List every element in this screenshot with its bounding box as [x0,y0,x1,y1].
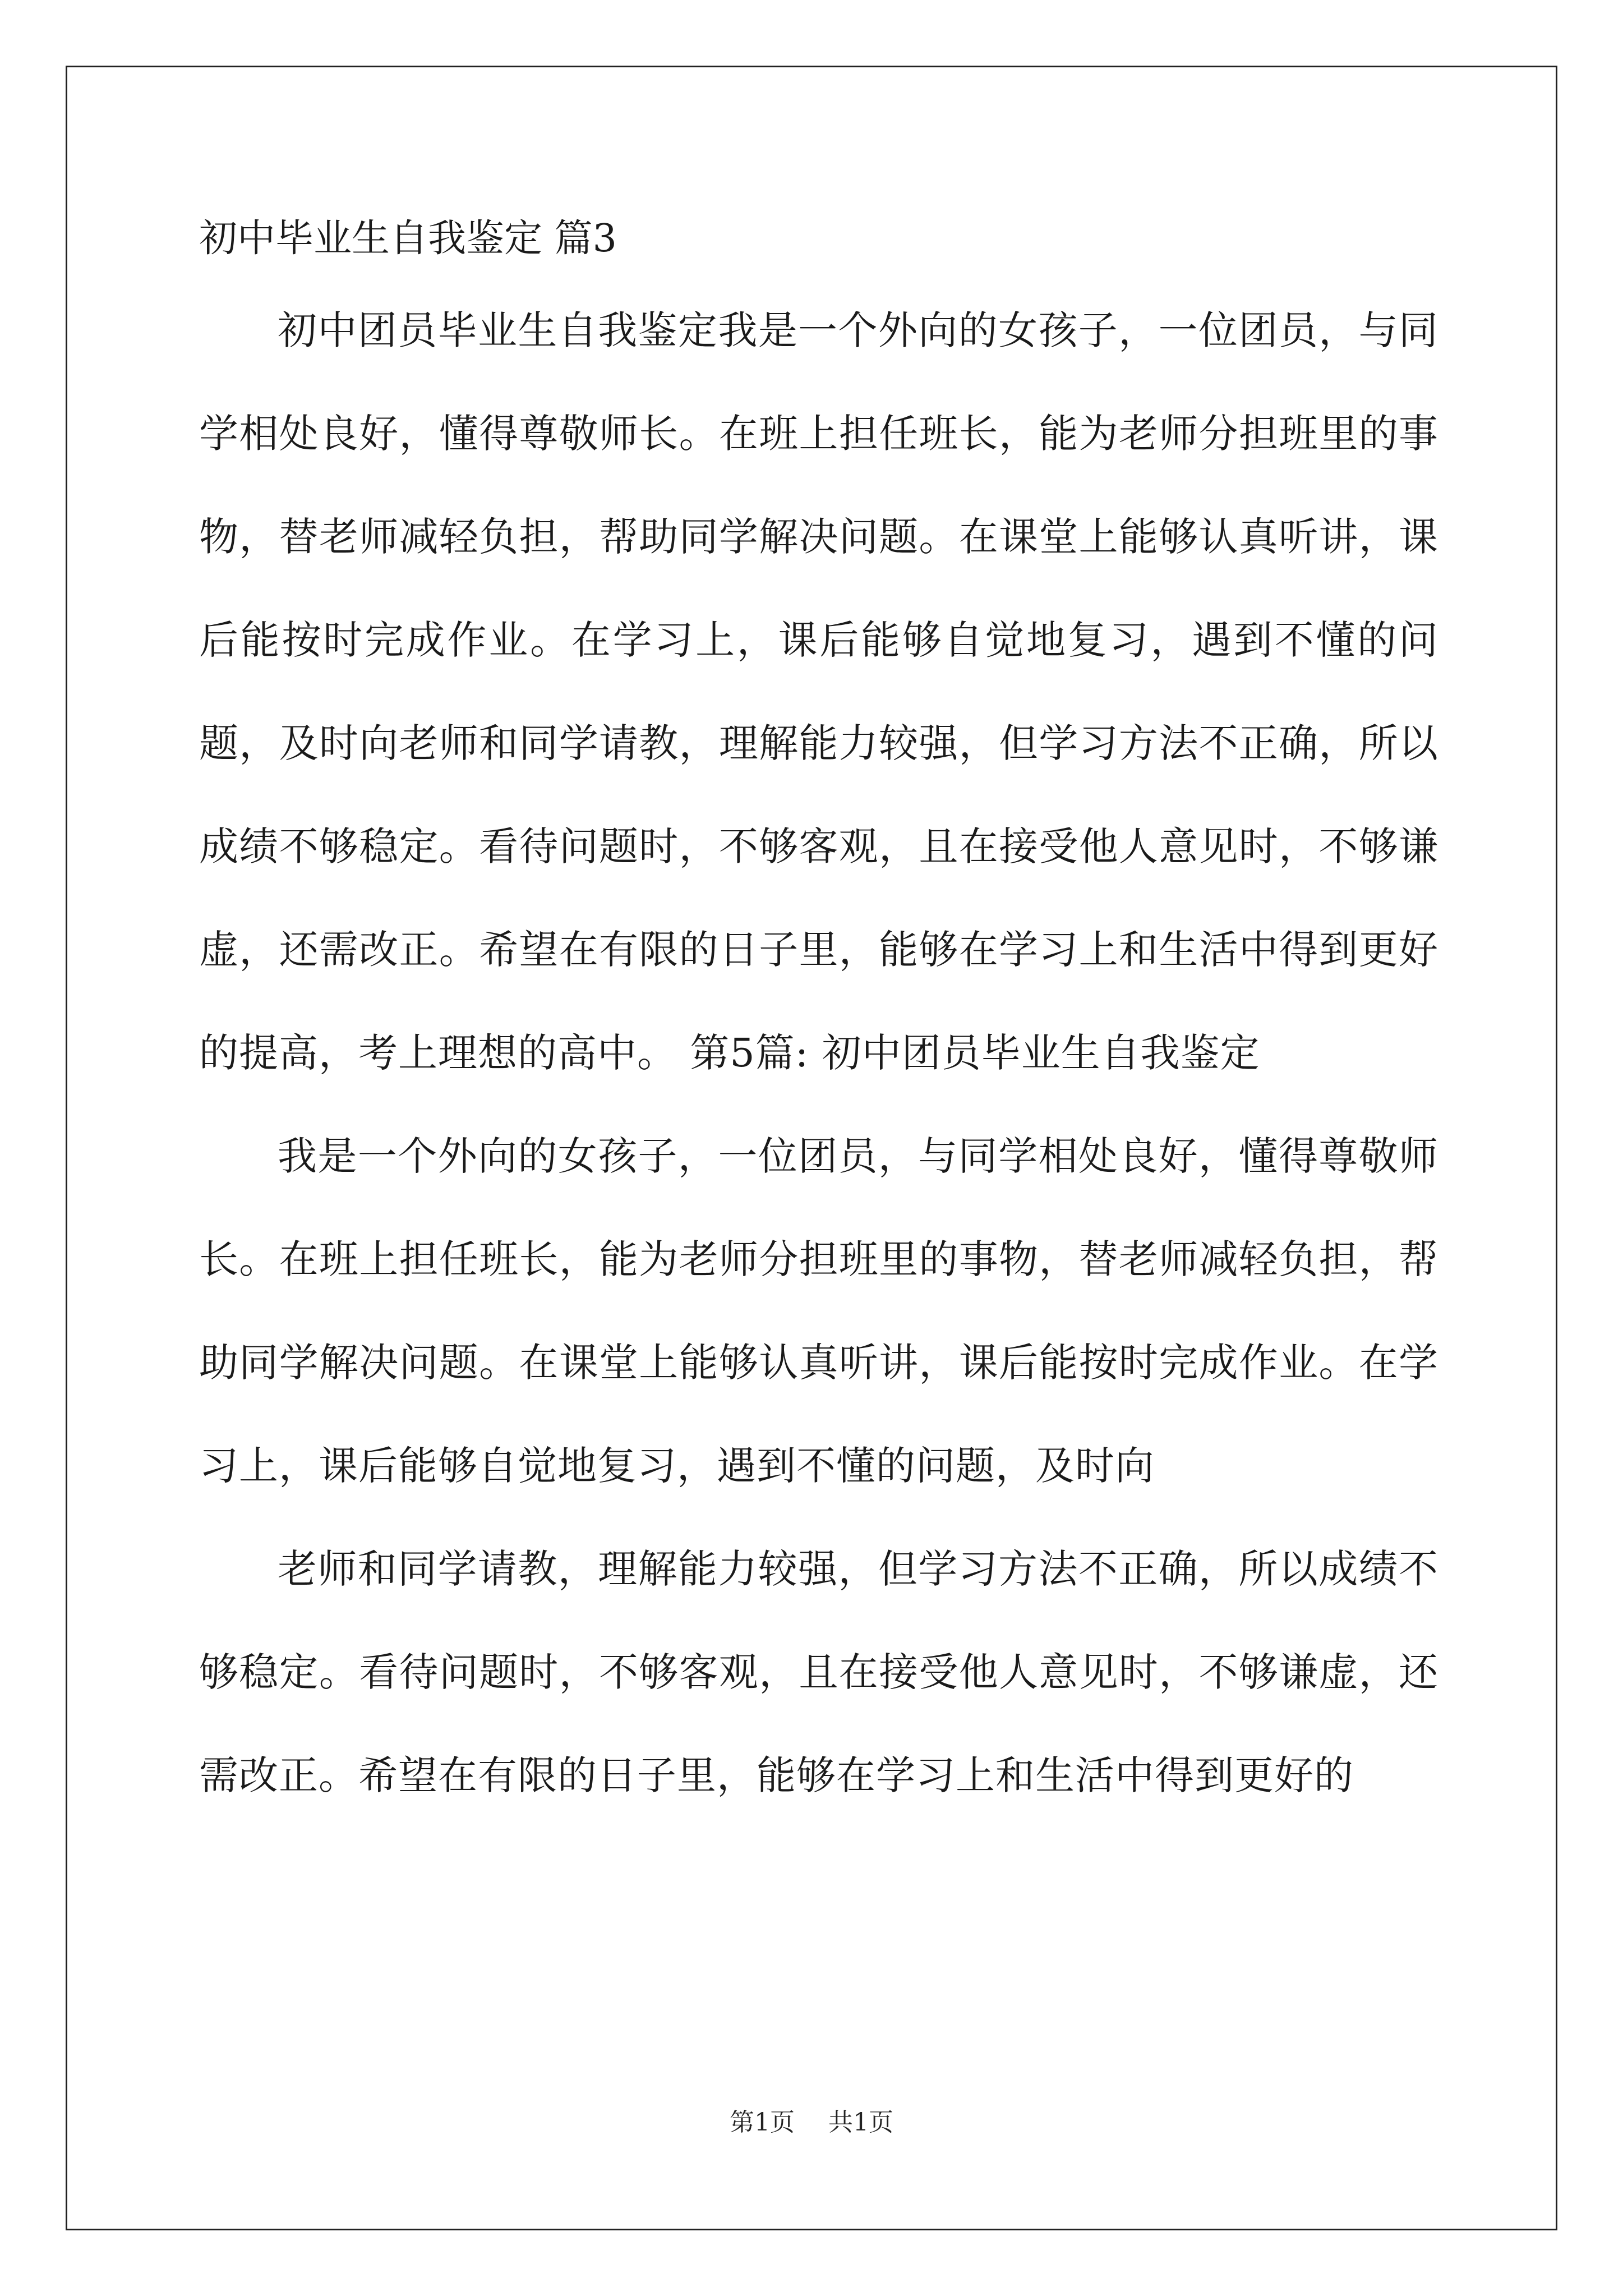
page-number-total: 共1页 [828,2108,893,2137]
page-footer [0,2108,1623,2137]
paragraph-3: 老师和同学请教，理解能力较强，但学习方法不正确，所以成绩不够稳定。看待问题时，不够客观，且在接受他人意见时，不够谦虚，还需改正。希望在有限的日子里，能够在学习上和生活中得到更好的 [199,1546,1438,1798]
paragraph-1: 初中团员毕业生自我鉴定我是一个外向的女孩子，一位团员，与同学相处良好，懂得尊敬师长。在班上担任班长，能为老师分担班里的事物，替老师减轻负担，帮助同学解决问题。在课堂上能够认真听讲，课后能按时完成作业。在学习上，课后能够自觉地复习，遇到不懂的问题，及时向老师和同学请教，理解能力较强，但学习方法不正确，所以成绩不够稳定。看待问题时，不够客观，且在接受他人意见时，不够谦虚，还需改正。希望在有限的日子里，能够在学习上和生活中得到更好的提高，考上理想的高中。 第5篇: 初中团员毕业生自我鉴定 [199,307,1438,1076]
paragraph-2: 我是一个外向的女孩子，一位团员，与同学相处良好，懂得尊敬师长。在班上担任班长，能为老师分担班里的事物，替老师减轻负担，帮助同学解决问题。在课堂上能够认真听讲，课后能按时完成作业。在学习上，课后能够自觉地复习，遇到不懂的问题，及时向 [199,1133,1438,1489]
page-number-current: 第1页 [730,2108,795,2137]
document-heading: 初中毕业生自我鉴定 篇3 [199,217,617,261]
document-body [199,217,1438,1827]
